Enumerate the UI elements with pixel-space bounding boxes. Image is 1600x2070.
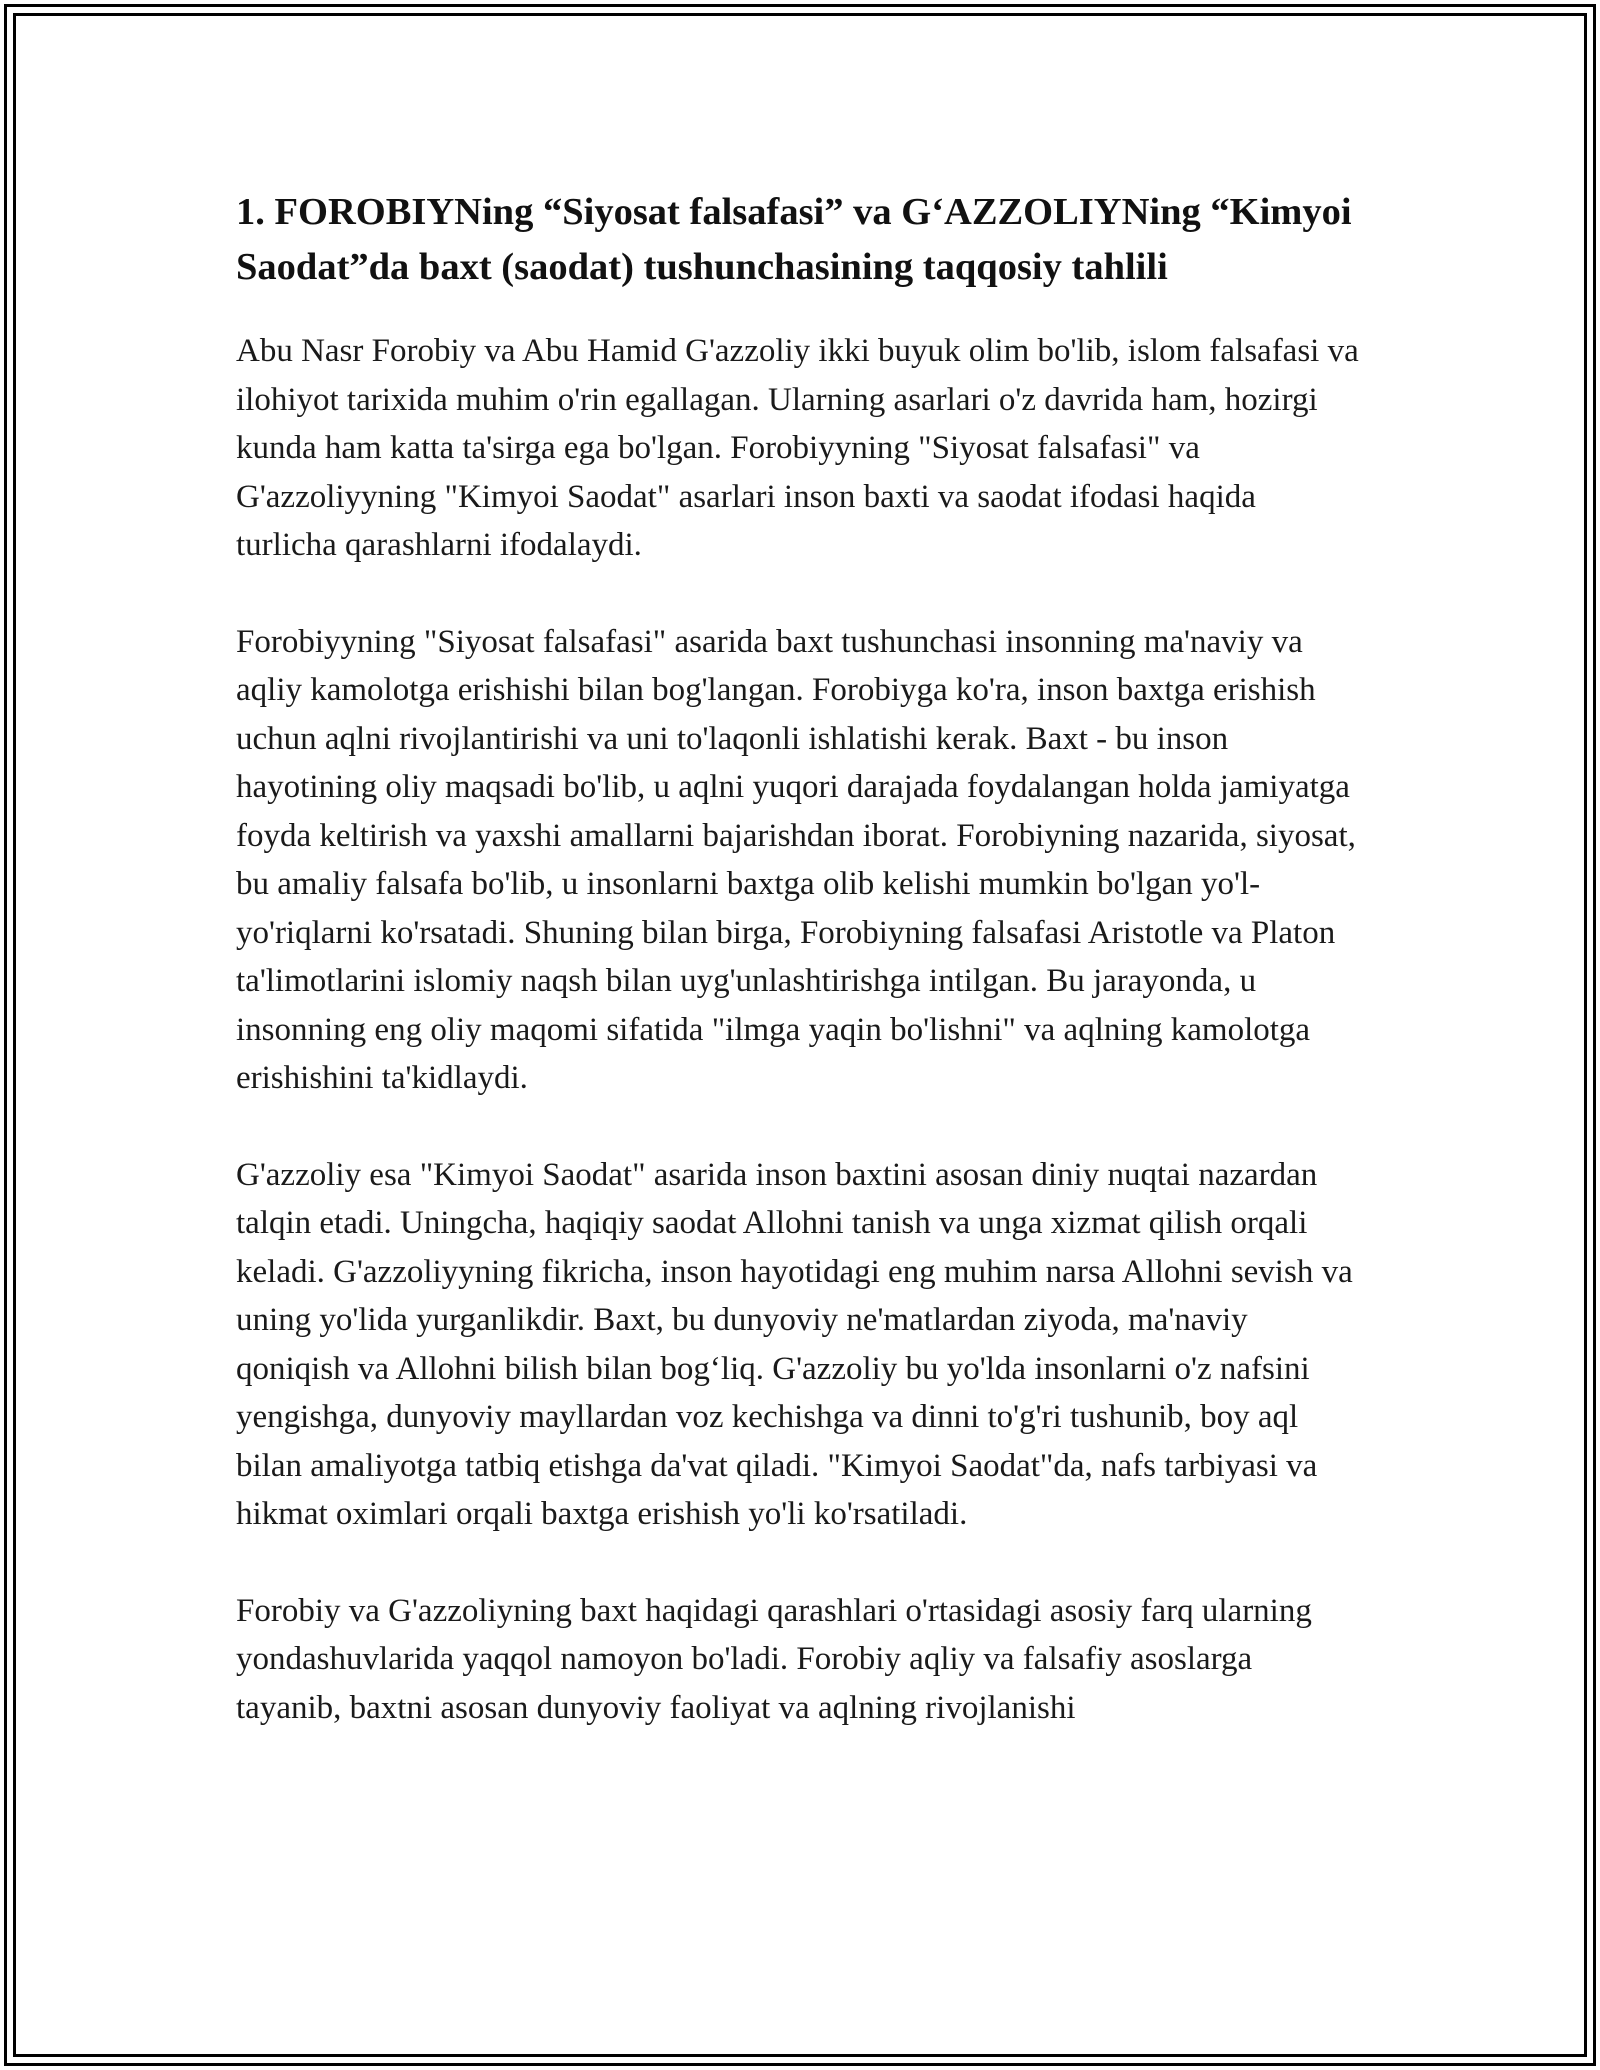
paragraph-intro: Abu Nasr Forobiy va Abu Hamid G'azzoliy ikki buyuk olim bo'lib, islom falsafasi va ilohiyot tarixida muhim o'rin egallagan. Ularning asarlari o'z davrida ham, hozirgi kunda ham katta ta'sirga ega bo'lgan. Forobiyyning "Siyosat falsafasi" va G'azzoliyyning "Kimyoi Saodat" asarlari inson baxti va saodat ifodasi haqida turlicha qarashlarni ifodalaydi. (236, 333, 1359, 563)
document-body (236, 185, 1360, 1780)
paragraph-gazzoliy: G'azzoliy esa "Kimyoi Saodat" asarida inson baxtini asosan diniy nuqtai nazardan talqin etadi. Uningcha, haqiqiy saodat Allohni tanish va unga xizmat qilish orqali keladi. G'azzoliyyning fikricha, inson hayotidagi eng muhim narsa Allohni sevish va uning yo'lida yurganlikdir. Baxt, bu dunyoviy ne'matlardan ziyoda, ma'naviy qoniqish va Allohni bilish bilan bog‘liq. G'azzoliy bu yo'lda insonlarni o'z nafsini yengishga, dunyoviy mayllardan voz kechishga va dinni to'g'ri tushunib, boy aql bilan amaliyotga tatbiq etishga da'vat qiladi. "Kimyoi Saodat"da, nafs tarbiyasi va hikmat oximlari orqali baxtga erishish yo'li ko'rsatiladi. (236, 1156, 1353, 1532)
paragraph-comparison: Forobiy va G'azzoliyning baxt haqidagi qarashlari o'rtasidagi asosiy farq ularning yondashuvlarida yaqqol namoyon bo'ladi. Forobiy aqliy va falsafiy asoslarga tayanib, baxtni asosan dunyoviy faoliyat va aqlning rivojlanishi (236, 1592, 1312, 1726)
paragraph-forobiy: Forobiyyning "Siyosat falsafasi" asarida baxt tushunchasi insonning ma'naviy va aqliy kamolotga erishishi bilan bog'langan. Forobiyga ko'ra, inson baxtga erishish uchun aqlni rivojlantirishi va uni to'laqonli ishlatishi kerak. Baxt - bu inson hayotining oliy maqsadi bo'lib, u aqlni yuqori darajada foydalangan holda jamiyatga foyda keltirish va yaxshi amallarni bajarishdan iborat. Forobiyning nazarida, siyosat, bu amaliy falsafa bo'lib, u insonlarni baxtga olib kelishi mumkin bo'lgan yo'l-yo'riqlarni ko'rsatadi. Shuning bilan birga, Forobiyning falsafasi Aristotle va Platon ta'limotlarini islomiy naqsh bilan uyg'unlashtirishga intilgan. Bu jarayonda, u insonning eng oliy maqomi sifatida "ilmga yaqin bo'lishni" va aqlning kamolotga erishishini ta'kidlaydi. (236, 623, 1356, 1096)
document-title: 1. FOROBIYNing “Siyosat falsafasi” va G‘AZZOLIYNing “Kimyoi Saodat”da baxt (saodat) tushunchasining taqqosiy tahlili (236, 191, 1352, 288)
